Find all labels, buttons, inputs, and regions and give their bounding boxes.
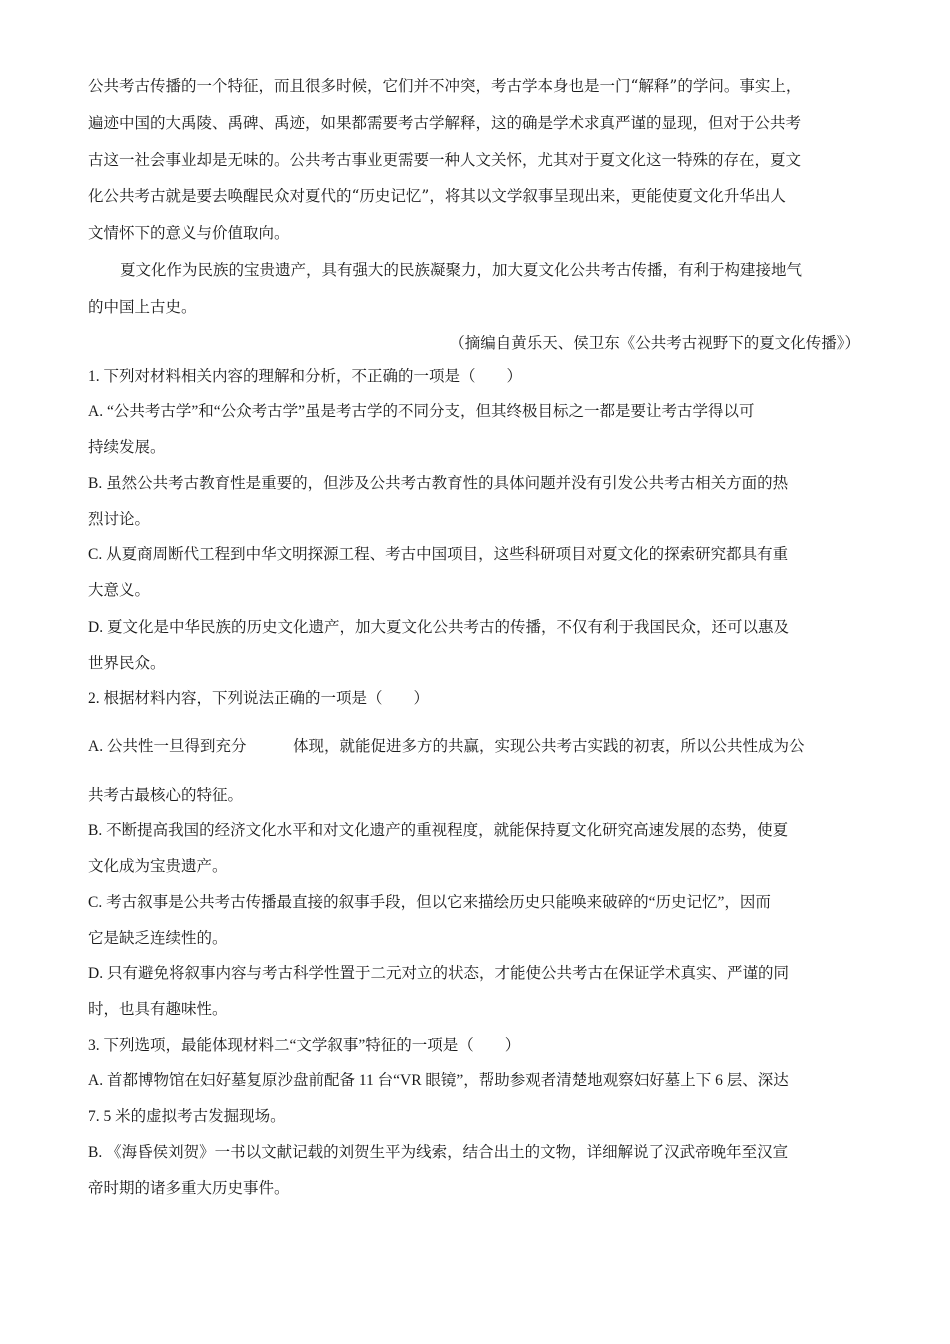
passage-line: 夏文化作为民族的宝贵遗产，具有强大的民族凝聚力，加大夏文化公共考古传播，有利于构建接地气 (120, 261, 803, 279)
question-3-stem: 3. 下列选项，最能体现材料二“文学叙事”特征的一项是（ ） (88, 1037, 521, 1054)
question-1-option-b-cont: 烈讨论。 (88, 511, 151, 528)
question-3-option-a: A. 首都博物馆在妇好墓复原沙盘前配备 11 台“VR 眼镜”，帮助参观者清楚地观察妇好墓上下 6 层、深达 (88, 1072, 789, 1089)
passage-line: 公共考古传播的一个特征，而且很多时候，它们并不冲突，考古学本身也是一门“解释”的学问。事实上， (88, 77, 802, 95)
question-1-option-c: C. 从夏商周断代工程到中华文明探源工程、考古中国项目，这些科研项目对夏文化的探索研究都具有重 (88, 546, 789, 563)
question-1-stem: 1. 下列对材料相关内容的理解和分析，不正确的一项是（ ） (88, 368, 523, 385)
question-1-option-d-cont: 世界民众。 (88, 655, 166, 672)
question-2-option-c-cont: 它是缺乏连续性的。 (88, 930, 228, 947)
question-2-option-d-cont: 时，也具有趣味性。 (88, 1001, 228, 1018)
question-1-option-a-cont: 持续发展。 (88, 439, 166, 456)
question-1-option-a: A. “公共考古学”和“公众考古学”虽是考古学的不同分支，但其终极目标之一都是要让考古学得以可 (88, 403, 755, 420)
passage-line: 遍迹中国的大禹陵、禹碑、禹迹，如果都需要考古学解释，这的确是学术求真严谨的显现，但对于公共考 (88, 114, 802, 132)
question-2-option-a: A. 公共性一旦得到充分 体现，就能促进多方的共赢，实现公共考古实践的初衷，所以公共性成为公 (88, 738, 805, 755)
passage-line: 古这一社会事业却是无味的。公共考古事业更需要一种人文关怀，尤其对于夏文化这一特殊的存在，夏文 (88, 151, 802, 169)
question-3-option-a-cont: 7. 5 米的虚拟考古发掘现场。 (88, 1108, 286, 1125)
question-1-option-b: B. 虽然公共考古教育性是重要的，但涉及公共考古教育性的具体问题并没有引发公共考古相关方面的热 (88, 475, 789, 492)
passage-line: 的中国上古史。 (88, 298, 197, 316)
question-2-stem: 2. 根据材料内容，下列说法正确的一项是（ ） (88, 690, 430, 707)
question-1-option-d: D. 夏文化是中华民族的历史文化遗产，加大夏文化公共考古的传播，不仅有利于我国民众，还可以惠及 (88, 619, 789, 636)
question-2-option-a-cont: 共考古最核心的特征。 (88, 787, 244, 804)
question-2-option-c: C. 考古叙事是公共考古传播最直接的叙事手段，但以它来描绘历史只能唤来破碎的“历史记忆”，因而 (88, 894, 771, 911)
passage-line: 化公共考古就是要去唤醒民众对夏代的“历史记忆”，将其以文学叙事呈现出来，更能使夏文化升华出人 (88, 187, 786, 205)
passage-line: 文情怀下的意义与价值取向。 (88, 224, 290, 242)
question-2-option-b-cont: 文化成为宝贵遗产。 (88, 858, 228, 875)
question-3-option-b: B. 《海昏侯刘贺》一书以文献记载的刘贺生平为线索，结合出土的文物，详细解说了汉武帝晚年至汉宣 (88, 1144, 789, 1161)
passage-source: （摘编自黄乐天、侯卫东《公共考古视野下的夏文化传播》） (449, 334, 860, 352)
question-2-option-d: D. 只有避免将叙事内容与考古科学性置于二元对立的状态，才能使公共考古在保证学术真实、严谨的同 (88, 965, 789, 982)
question-2-option-b: B. 不断提高我国的经济文化水平和对文化遗产的重视程度，就能保持夏文化研究高速发展的态势，使夏 (88, 822, 789, 839)
question-1-option-c-cont: 大意义。 (88, 582, 151, 599)
question-3-option-b-cont: 帝时期的诸多重大历史事件。 (88, 1180, 290, 1197)
